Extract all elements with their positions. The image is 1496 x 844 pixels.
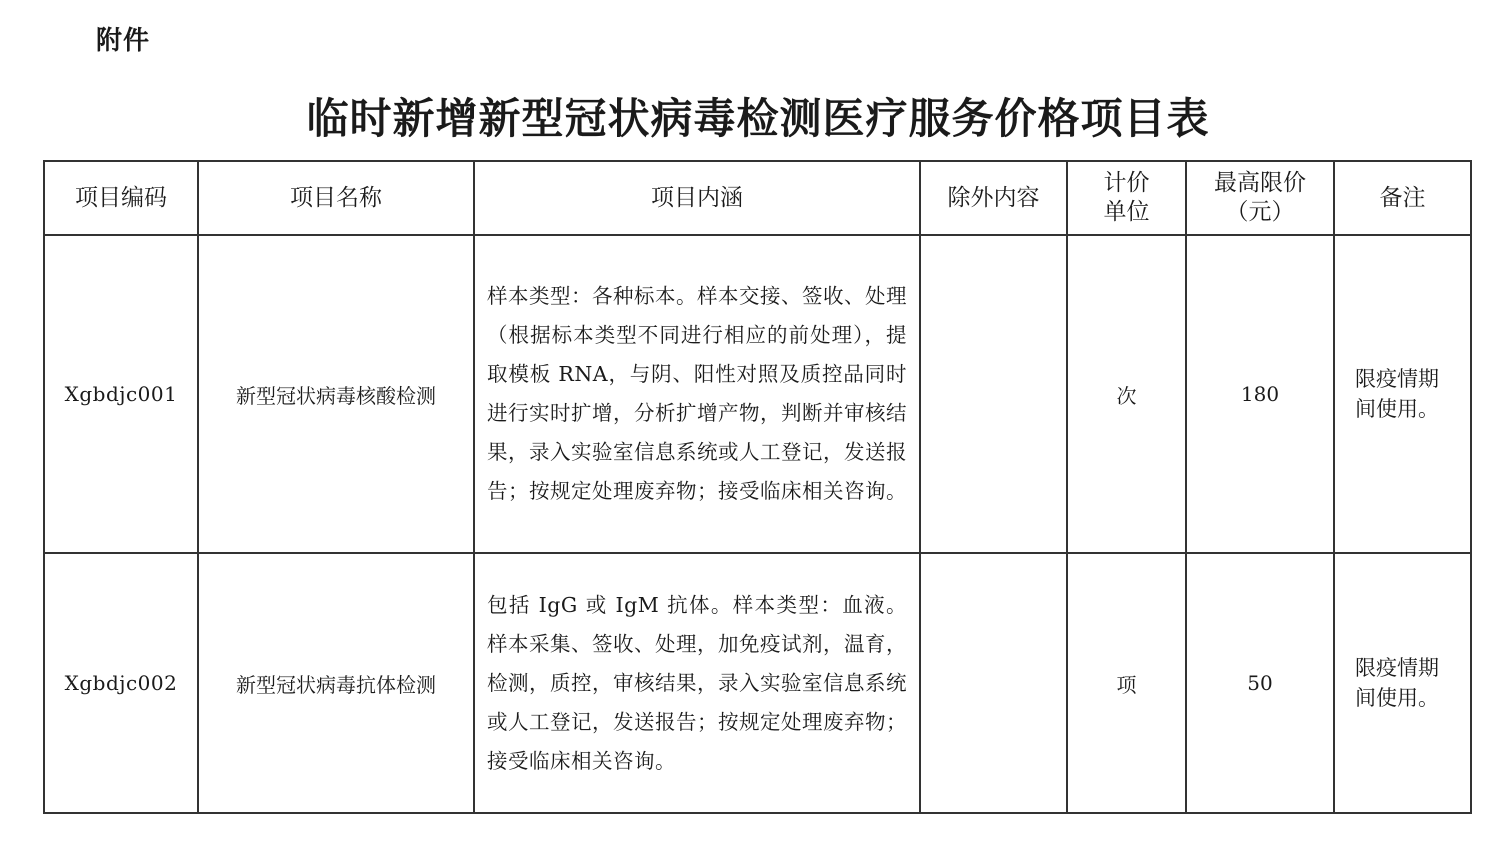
cell-price: 50 [1186,553,1334,813]
table-header-row [44,161,1471,235]
attachment-label: 附件 [96,26,151,56]
cell-price: 180 [1186,235,1334,553]
cell-content: 包括 IgG 或 IgM 抗体。样本类型：血液。样本采集、签收、处理，加免疫试剂，温育，检测，质控，审核结果，录入实验室信息系统或人工登记，发送报告；按规定处理废弃物；接受临床相关咨询。 [474,553,920,813]
header-price-line1: 最高限价 [1214,170,1306,197]
cell-remark: 限疫情期间使用。 [1334,235,1471,553]
cell-unit: 次 [1067,235,1186,553]
price-table [43,160,1472,814]
cell-excluded [920,235,1067,553]
cell-name: 新型冠状病毒核酸检测 [198,235,474,553]
header-content: 项目内涵 [474,161,920,235]
header-unit-line1: 计价 [1103,170,1150,197]
header-name: 项目名称 [198,161,474,235]
table-row [44,553,1471,813]
cell-code: Xgbdjc001 [44,235,198,553]
cell-code: Xgbdjc002 [44,553,198,813]
cell-excluded [920,553,1067,813]
header-price [1186,161,1334,235]
document-title: 临时新增新型冠状病毒检测医疗服务价格项目表 [306,94,1210,143]
header-remark: 备注 [1334,161,1471,235]
cell-remark: 限疫情期间使用。 [1334,553,1471,813]
table-row [44,235,1471,553]
header-code: 项目编码 [44,161,198,235]
cell-unit: 项 [1067,553,1186,813]
header-unit-line2: 单位 [1103,199,1150,225]
cell-content: 样本类型：各种标本。样本交接、签收、处理（根据标本类型不同进行相应的前处理），提取模板 RNA，与阴、阳性对照及质控品同时进行实时扩增，分析扩增产物，判断并审核结果，录入实验室信息系统或人工登记，发送报告；按规定处理废弃物；接受临床相关咨询。 [474,235,920,553]
header-excluded: 除外内容 [920,161,1067,235]
header-unit [1067,161,1186,235]
header-price-line2: （元） [1225,199,1295,225]
cell-name: 新型冠状病毒抗体检测 [198,553,474,813]
